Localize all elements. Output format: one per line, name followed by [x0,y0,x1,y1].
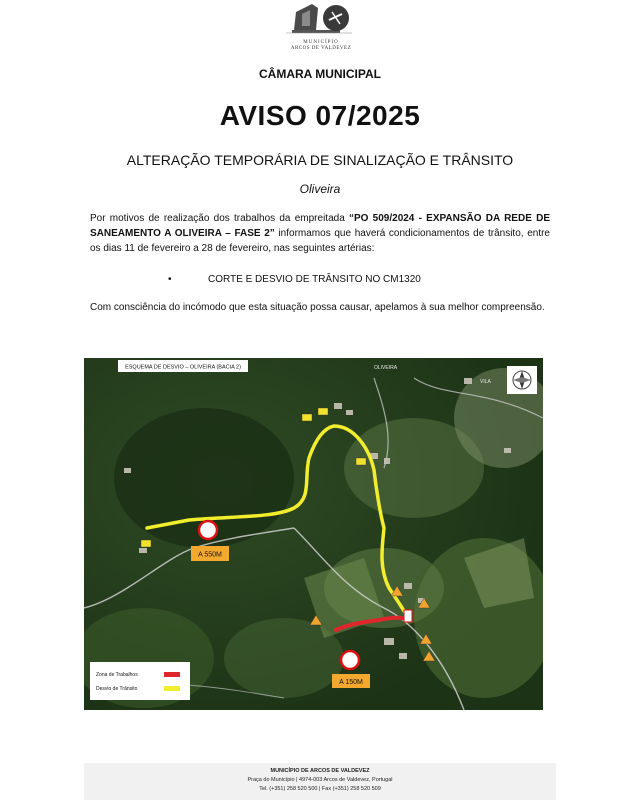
logo-text-arcos: ARCOS DE VALDEVEZ [290,46,352,51]
intro-paragraph [90,211,550,256]
footer-contacts: Tel. (+351) 258 520 500 | Fax (+351) 258 520 509 [259,786,381,792]
notice-title: AVISO 07/2025 [219,100,421,131]
restriction-text: CORTE E DESVIO DE TRÂNSITO NO CM1320 [208,274,421,285]
map-title: ESQUEMA DE DESVIO – OLIVEIRA (BACIA 2) [125,364,241,371]
legend-works-label: Zona de Trabalhos [96,672,138,678]
legend-detour-swatch [164,686,180,691]
detour-map-image [84,358,543,710]
distance-label: A 550M [198,551,222,559]
bullet-icon: • [168,274,172,285]
department-heading: CÂMARA MUNICIPAL [259,67,381,81]
notice-subtitle: ALTERAÇÃO TEMPORÁRIA DE SINALIZAÇÃO E TRÂNSITO [126,152,514,168]
intro-text-start: Por motivos de realização dos trabalhos da empreitada [90,213,349,224]
contract-name: “PO 509/2024 - EXPANSÃO DA REDE DE SANEAMENTO A OLIVEIRA – FASE 2” [90,213,550,239]
detour-map [84,358,543,710]
footer-address: Praça do Município | 4974-003 Arcos de Valdevez, Portugal [247,777,393,783]
municipality-logo [282,0,360,56]
municipality-logo-icon [282,0,360,40]
footer-address-block [84,763,556,800]
locality-name: Oliveira [299,182,341,196]
legend-works-swatch [164,672,180,677]
logo-text-municipio: MUNICÍPIO [303,40,339,45]
road-closure-icon [404,610,412,622]
footer-entity-name: MUNICÍPIO DE ARCOS DE VALDEVEZ [270,768,370,774]
place-label: OLIVEIRA [374,365,398,371]
place-label: VILA [480,379,491,385]
intro-text-end: informamos que haverá condicionamentos de trânsito, entre os dias 11 de fevereiro a 28 de fevereiro, nas seguintes artérias: [90,228,550,254]
legend-detour-label: Desvio de Trânsito [96,686,138,692]
distance-label: A 150M [339,679,363,686]
closing-paragraph: Com consciência do incómodo que esta situação possa causar, apelamos à sua melhor compreensão. [90,302,545,313]
